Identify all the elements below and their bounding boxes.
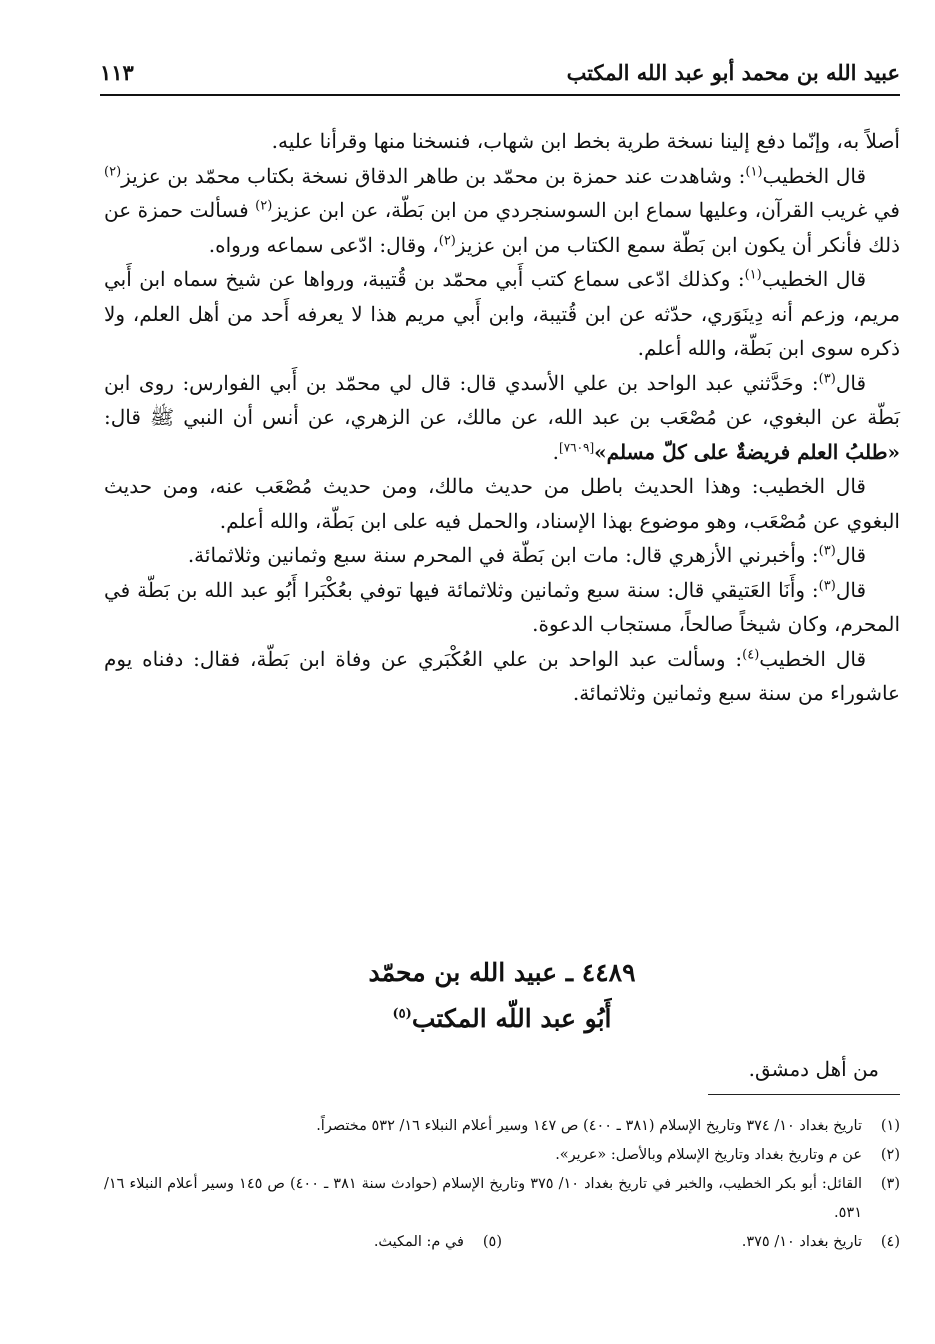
- footnote-reference: (٣): [818, 543, 836, 559]
- footnote-number: (١): [880, 1118, 900, 1134]
- footnote-text: تاريخ بغداد ١٠/ ٣٧٤ وتاريخ الإسلام (٣٨١ ـ ٤٠٠) ص ١٤٧ وسير أعلام النبلاء ١٦/ ٥٣٢ مختصراً.: [316, 1118, 862, 1134]
- page-number: ١١٣: [100, 60, 134, 85]
- footnote: [502, 1228, 900, 1257]
- page-header: [100, 54, 900, 94]
- entry-title: ٤٤٨٩ ـ عبيد الله بن محمّد: [368, 958, 636, 987]
- footnote-reference: (٢): [438, 232, 456, 248]
- running-title: عبيد الله بن محمد أبو عبد الله المكتب: [566, 60, 900, 85]
- footnote-reference: (٢): [255, 198, 273, 214]
- hadith-text: «طلبُ العلم فريضةٌ على كلّ مسلم»: [594, 439, 900, 464]
- paragraph: قال$^{(٣)}$: وأخبرني الأزهري قال: مات ابن بَطّة في المحرم سنة سبع وثمانين وثلاثمائة.: [187, 543, 866, 567]
- entry-heading: [104, 950, 900, 1042]
- footnote: [104, 1112, 900, 1141]
- header-rule: [100, 94, 900, 96]
- footnote: [104, 1170, 900, 1228]
- footnote-text: القائل: أبو بكر الخطيب، والخبر في تاريخ بغداد ١٠/ ٣٧٥ وتاريخ الإسلام (حوادث سنة ٣٨١ ـ ٤٠٠) ص ١٤٥ وسير أعلام النبلاء ١٦/ ٥٣١.: [104, 1176, 863, 1221]
- paragraph: قال الخطيب$^{(٤)}$: وسألت عبد الواحد بن علي العُكْبَري عن وفاة ابن بَطّة، فقال: دفناه يوم عاشوراء من سنة سبع وثمانين وثلاثمائة.: [104, 646, 900, 705]
- footnote-reference: (٢): [104, 163, 122, 179]
- paragraph: قال الخطيب$^{(١)}$: وشاهدت عند حمزة بن محمّد بن طاهر الدقاق نسخة بكتاب محمّد بن عزيز$^{(٢)}$ في غريب القرآن، وعليها سماع ابن السوسنجردي من ابن بَطّة، عن ابن عزيز$^{(٢)}$ فسألت حمزة عن ذلك فأنكر أن يكون ابن بَطّة سمع الكتاب من ابن عزيز$^{(٢)}$، وقال: ادّعى سماعه ورواه.: [104, 163, 900, 257]
- footnote: [104, 1228, 502, 1257]
- footnote-reference: (١): [744, 267, 762, 283]
- footnote-text: عن م وتاريخ بغداد وتاريخ الإسلام وبالأصل: «عرير».: [555, 1147, 862, 1163]
- paragraph: قال الخطيب$^{(١)}$: وكذلك ادّعى سماع كتب أَبي محمّد بن قُتيبة، ورواها عن شيخ سماه ابن أَبي مريم، وزعم أنه دِينَوَري، حدّثه عن ابن قُتيبة، وابن أَبي مريم هذا لا يعرفه أَحد من أهل العلم، ولا ذكره سوى ابن بَطّة، والله أعلم.: [104, 267, 900, 360]
- footnotes: [104, 1112, 900, 1257]
- footnote-reference: (١): [745, 163, 763, 179]
- footnote-number: (٢): [880, 1147, 900, 1163]
- footnote-number: (٥): [482, 1234, 502, 1250]
- footnote-number: (٤): [880, 1234, 900, 1250]
- footnote-text: تاريخ بغداد ١٠/ ٣٧٥.: [741, 1234, 862, 1250]
- footnote: [104, 1141, 900, 1170]
- footnote-reference: (٤): [742, 646, 760, 662]
- main-text: [104, 124, 900, 711]
- footnote-number: (٣): [880, 1176, 900, 1192]
- footnote-row: [104, 1228, 900, 1257]
- paragraph: قال$^{(٣)}$: وحَدَّثني عبد الواحد بن علي الأسدي قال: قال لي محمّد بن أَبي الفوارس: روى ابن بَطّة عن البغوي، عن مُصْعَب بن عبد الله، عن مالك، عن الزهري، عن أنس أن النبي ﷺ قال: «طلبُ العلم فريضةٌ على كلّ مسلم»[٧٦٠٩].: [104, 370, 900, 464]
- paragraph: أصلاً به، وإنّما دفع إلينا نسخة طرية بخط ابن شهاب، فنسخنا منها وقرأنا عليه.: [271, 129, 900, 153]
- footnote-text: في م: المكيث.: [373, 1234, 464, 1250]
- paragraph: قال الخطيب: وهذا الحديث باطل من حديث مالك، ومن حديث مُصْعَب عنه، ومن حديث البغوي عن مُصْعَب، وهو موضوع بهذا الإسناد، والحمل فيه على ابن بَطّة، والله أعلم.: [104, 474, 900, 533]
- entry-kunya: أَبُو عبد اللّه المكتب$^{(٥)}$: [392, 1004, 612, 1033]
- footnote-reference: (٥): [392, 1006, 412, 1022]
- entry-text: من أهل دمشق.: [748, 1057, 879, 1081]
- source-reference: [٧٦٠٩]: [559, 439, 595, 454]
- footnote-reference: (٣): [818, 370, 836, 386]
- paragraph: قال$^{(٣)}$: وأَنَا العَتيقي قال: سنة سبع وثمانين وثلاثمائة فيها توفي بعُكْبَرا أَبُو عبد الله بن بَطّة في المحرم، وكان شيخاً صالحاً، مستجاب الدعوة.: [104, 577, 900, 636]
- footnote-reference: (٣): [818, 577, 836, 593]
- footnote-divider: [708, 1094, 900, 1095]
